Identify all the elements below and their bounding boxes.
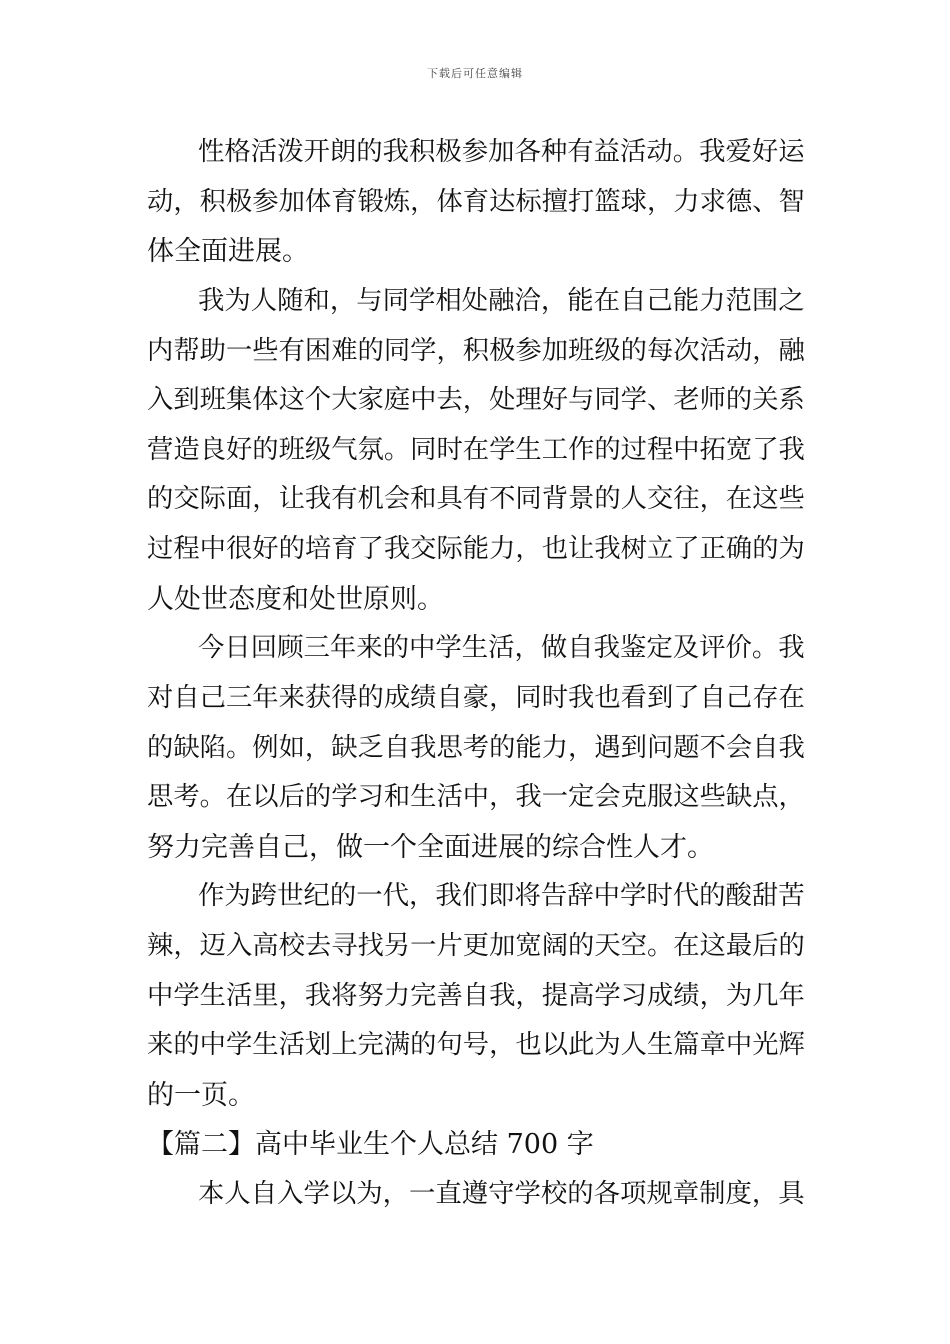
text-line: 努力完善自己，做一个全面进展的综合性人才。 <box>147 832 714 863</box>
text-line: 的交际面，让我有机会和具有不同背景的人交往，在这些 <box>147 484 805 514</box>
text-line: 来的中学生活划上完满的句号，也以此为人生篇章中光辉 <box>147 1030 805 1060</box>
text-line: 内帮助一些有困难的同学，积极参加班级的每次活动，融 <box>147 336 805 366</box>
text-line: 思考。在以后的学习和生活中，我一定会克服这些缺点， <box>147 782 805 812</box>
section-heading: 【篇二】高中毕业生个人总结 700 字 <box>147 1129 594 1160</box>
text-line: 今日回顾三年来的中学生活，做自我鉴定及评价。我 <box>198 633 805 663</box>
text-line: 本人自入学以为，一直遵守学校的各项规章制度，具 <box>198 1179 805 1209</box>
text-line: 入到班集体这个大家庭中去，处理好与同学、老师的关系 <box>147 385 805 415</box>
text-line: 对自己三年来获得的成绩自豪，同时我也看到了自己存在 <box>147 683 805 713</box>
text-line: 性格活泼开朗的我积极参加各种有益活动。我爱好运 <box>198 137 805 167</box>
text-line: 动，积极参加体育锻炼，体育达标擅打篮球，力求德、智 <box>147 187 805 217</box>
text-line: 营造良好的班级气氛。同时在学生工作的过程中拓宽了我 <box>147 435 805 465</box>
text-line: 人处世态度和处世原则。 <box>147 584 444 615</box>
text-line: 辣，迈入高校去寻找另一片更加宽阔的天空。在这最后的 <box>147 931 805 961</box>
page-header: 下载后可任意编辑 <box>427 67 523 80</box>
text-line: 的缺陷。例如，缺乏自我思考的能力，遇到问题不会自我 <box>147 733 805 763</box>
text-line: 中学生活里，我将努力完善自我，提高学习成绩，为几年 <box>147 981 805 1011</box>
text-line: 我为人随和，与同学相处融洽，能在自己能力范围之 <box>198 286 805 316</box>
text-line: 的一页。 <box>147 1080 255 1111</box>
text-line: 体全面进展。 <box>147 236 309 267</box>
text-line: 过程中很好的培育了我交际能力，也让我树立了正确的为 <box>147 534 805 564</box>
text-line: 作为跨世纪的一代，我们即将告辞中学时代的酸甜苦 <box>198 881 805 911</box>
